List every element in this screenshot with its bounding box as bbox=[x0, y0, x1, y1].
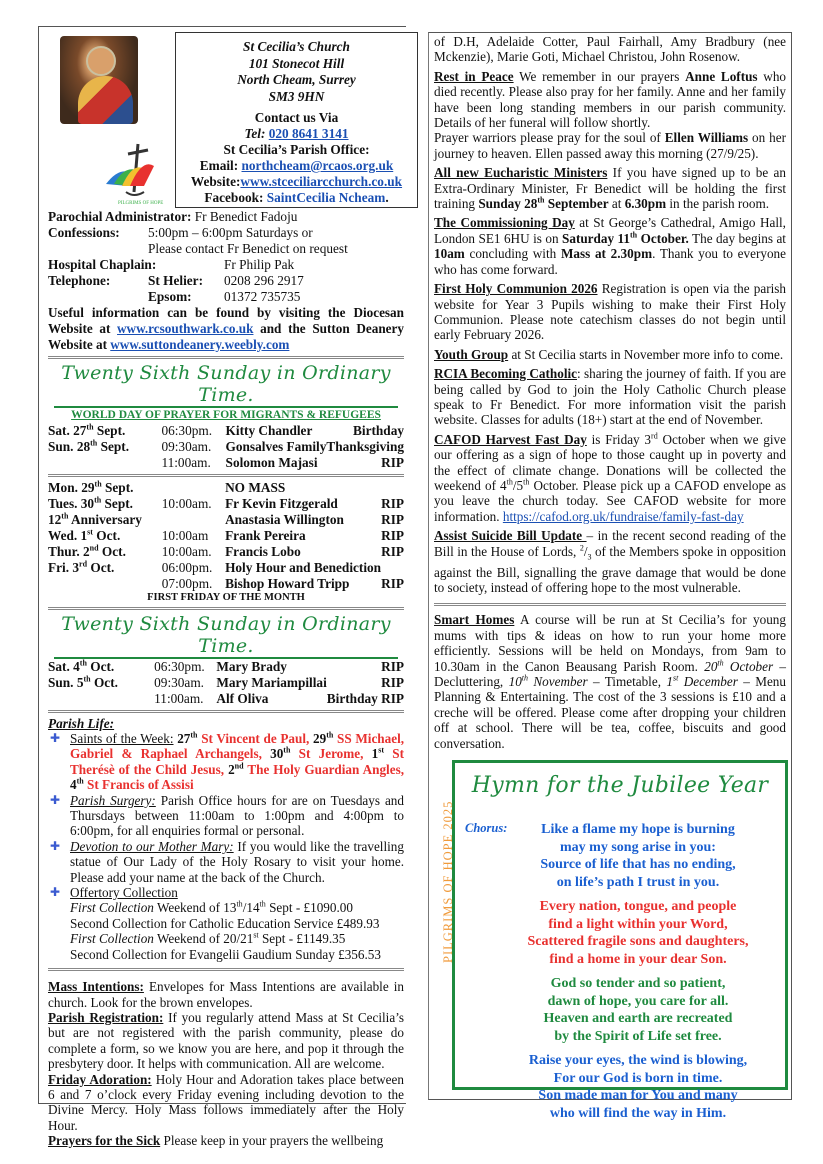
friday-adoration-label: Friday Adoration: bbox=[48, 1071, 152, 1087]
confessions-hours: 5:00pm – 6:00pm Saturdays or bbox=[148, 225, 313, 240]
prayers-sick-text: Please keep in your prayers the wellbeing bbox=[160, 1133, 384, 1149]
schedule-date: 12th Anniversary bbox=[48, 511, 142, 527]
pilgrims-of-hope-side-text: PILGRIMS OF HOPE 2025 bbox=[441, 800, 455, 963]
divider bbox=[48, 607, 404, 610]
rip-label: Rest in Peace bbox=[434, 68, 514, 84]
schedule-time: 11:00am. bbox=[154, 691, 204, 706]
schedule-row bbox=[48, 423, 404, 439]
saints-label: Saints of the Week: bbox=[70, 731, 174, 746]
fhc-label: First Holy Communion 2026 bbox=[434, 281, 598, 297]
schedule-time: 10:00am bbox=[161, 528, 209, 543]
office-heading: St Cecilia’s Parish Office: bbox=[223, 142, 370, 157]
schedule-intention: Frank Pereira bbox=[225, 528, 306, 543]
first-collection-label: First Collection bbox=[70, 900, 154, 916]
schedule-row bbox=[48, 659, 404, 675]
weekday-schedule bbox=[48, 480, 404, 592]
admin-label: Parochial Administrator: bbox=[48, 209, 192, 224]
email-link[interactable]: northcheam@rcaos.org.uk bbox=[241, 158, 394, 173]
saint-name: SS Michael, Gabriel & Raphael Archangels, bbox=[70, 731, 405, 762]
schedule-time bbox=[162, 512, 225, 528]
cd-text: concluding with bbox=[464, 246, 561, 262]
surgery-item bbox=[50, 792, 404, 839]
schedule-time: 10:00am. bbox=[161, 496, 212, 511]
week1-subtitle: WORLD DAY OF PRAYER FOR MIGRANTS & REFUGEES bbox=[71, 409, 381, 421]
cross-bullet-icon: ✚ bbox=[50, 731, 61, 745]
schedule-row bbox=[48, 576, 404, 592]
em-date: Sunday 28 bbox=[478, 196, 538, 212]
useful-info bbox=[48, 305, 404, 353]
schedule-note: RIP bbox=[381, 659, 404, 674]
schedule-intention: Holy Hour and Benediction bbox=[225, 560, 382, 575]
asb-text: of the Members spoke in opposition against the Bill, signalling the grave damage that would be done to society, instead of offering hope to the most vulnerable. bbox=[434, 543, 786, 596]
schedule-date: Mon. 29th Sept. bbox=[48, 479, 134, 495]
em-date: September bbox=[544, 196, 609, 212]
schedule-date: Thur. 2nd Oct. bbox=[48, 543, 126, 559]
right-content bbox=[434, 34, 786, 751]
schedule-time: 06:30pm. bbox=[154, 659, 205, 674]
schedule-note: RIP bbox=[381, 544, 404, 559]
diocese-link[interactable]: www.rcsouthwark.co.uk bbox=[117, 321, 254, 336]
contact-box bbox=[175, 32, 418, 208]
smart-homes bbox=[434, 612, 786, 751]
schedule-intention: Francis Lobo bbox=[225, 544, 301, 559]
saints-item bbox=[50, 730, 405, 793]
schedule-time: 11:00am. bbox=[161, 455, 211, 470]
smart-homes-text: A course will be run at St Cecilia’s for young mums with tips & ideas on how to run your home more efficiently. Sessions will be held on Mondays, from 9am to 10.30am in the Canon Beausang Parish Room. bbox=[434, 612, 786, 674]
saint-name: St Francis of Assisi bbox=[87, 777, 194, 793]
left-content bbox=[48, 209, 404, 1149]
second-collection-2: Second Collection for Evangelii Gaudium Sunday £356.53 bbox=[70, 946, 381, 962]
date: 10 bbox=[508, 674, 522, 690]
schedule-row bbox=[48, 439, 404, 455]
helier-phone: 0208 296 2917 bbox=[224, 273, 304, 288]
schedule-note bbox=[381, 560, 404, 576]
hymn-line: find a light within your Word, bbox=[548, 916, 728, 932]
schedule-note: Birthday bbox=[353, 423, 404, 438]
second-collection-1: Second Collection for Catholic Education Service £489.93 bbox=[70, 915, 380, 931]
mass-intentions-label: Mass Intentions: bbox=[48, 979, 144, 995]
useful-text-1: Useful information can be found by visiting the Diocesan Website at bbox=[48, 305, 404, 336]
em-text: in the parish room. bbox=[666, 196, 770, 212]
sup: th bbox=[629, 230, 638, 240]
hymn-line: by the Spirit of Life set free. bbox=[554, 1028, 722, 1044]
date: November bbox=[528, 674, 588, 690]
deanery-link[interactable]: www.suttondeanery.weebly.com bbox=[110, 337, 290, 352]
info-table bbox=[48, 209, 404, 305]
commissioning-day bbox=[434, 215, 786, 277]
saint-name: St Jerome, bbox=[298, 746, 364, 762]
rest-in-peace bbox=[434, 69, 786, 161]
divider bbox=[48, 968, 404, 971]
schedule-note: RIP bbox=[381, 512, 404, 527]
pilgrims-of-hope-logo bbox=[100, 140, 168, 206]
schedule-row bbox=[48, 528, 404, 544]
hymn-line: God so tender and so patient, bbox=[550, 976, 726, 991]
schedule-date bbox=[48, 455, 161, 471]
schedule-date bbox=[48, 576, 162, 592]
sup: th bbox=[506, 477, 513, 487]
hymn-line: may my song arise in you: bbox=[560, 839, 716, 855]
cafod-link[interactable]: https://cafod.org.uk/fundraise/family-fast-day bbox=[502, 508, 744, 524]
schedule-note: RIP bbox=[381, 455, 404, 470]
youth-text: at St Cecilia starts in November more info to come. bbox=[508, 346, 784, 362]
sup: st bbox=[672, 673, 679, 683]
cd-text: . Thank you to everyone who has come forward. bbox=[434, 246, 786, 277]
rip-name: Ellen Williams bbox=[664, 130, 749, 146]
parish-life-heading: Parish Life: bbox=[48, 716, 115, 731]
contact-heading: Contact us Via bbox=[254, 110, 339, 125]
sick-list-continued: of D.H, Adelaide Cotter, Paul Fairhall, Amy Bradbury (nee Mckenzie), Marie Goti, Michael Christou, John Rosenow. bbox=[434, 34, 786, 65]
confessions-note: Please contact Fr Benedict on request bbox=[148, 241, 348, 256]
week2-title: Twenty Sixth Sunday in Ordinary Time. bbox=[54, 613, 398, 659]
facebook-link[interactable]: SaintCecilia Ncheam bbox=[266, 190, 386, 205]
helier-label: St Helier: bbox=[148, 273, 204, 288]
cd-text: at St George’s Cathedral, Amigo Hall, London SE1 6HU is on bbox=[434, 215, 786, 246]
hymn-box bbox=[441, 760, 788, 1121]
schedule-intention: Solomon Majasi bbox=[225, 455, 318, 470]
chorus-label: Chorus: bbox=[465, 821, 508, 835]
registration-label: Parish Registration: bbox=[48, 1009, 164, 1025]
cafod-text: /5 bbox=[512, 477, 524, 493]
schedule-note bbox=[381, 480, 404, 496]
saint-date: 29th bbox=[313, 730, 334, 746]
week2-schedule bbox=[48, 659, 404, 707]
schedule-time: 06:00pm. bbox=[161, 560, 213, 575]
first-friday-note: FIRST FRIDAY OF THE MONTH bbox=[147, 592, 305, 603]
hymn-line: Like a flame my hope is burning bbox=[541, 822, 735, 837]
facebook-label: Facebook: bbox=[204, 190, 264, 205]
week1-title: Twenty Sixth Sunday in Ordinary Time. bbox=[54, 362, 398, 408]
hymn-stanzas bbox=[503, 821, 773, 1129]
rcia bbox=[434, 366, 786, 428]
st-cecilia-painting bbox=[60, 36, 138, 124]
smart-homes-label: Smart Homes bbox=[434, 612, 515, 628]
prayers-sick-label: Prayers for the Sick bbox=[48, 1133, 161, 1149]
chaplain-label: Hospital Chaplain: bbox=[48, 257, 157, 272]
sup: th bbox=[259, 900, 266, 910]
asb-text: – in the recent second reading of the Bill in the House of Lords, bbox=[434, 528, 786, 559]
divider bbox=[48, 356, 404, 359]
logo-text: PILGRIMS OF HOPE bbox=[118, 201, 164, 206]
hymn-line: dawn of hope, you care for all. bbox=[547, 993, 729, 1009]
saint-date: 27th bbox=[177, 730, 198, 746]
schedule-note: RIP bbox=[381, 576, 404, 591]
schedule-date: Sun. 28th Sept. bbox=[48, 438, 130, 454]
parish-life-list bbox=[48, 731, 404, 962]
schedule-intention: Mary Brady bbox=[216, 659, 287, 674]
website-label: Website: bbox=[190, 174, 241, 189]
schedule-date: Sat. 27th Sept. bbox=[48, 422, 126, 438]
parish-registration bbox=[48, 1010, 404, 1072]
devotion-label: Devotion to our Mother Mary: bbox=[70, 838, 234, 854]
schedule-row bbox=[48, 675, 404, 691]
divider bbox=[434, 603, 786, 606]
hymn-line: Son made man for You and many bbox=[538, 1088, 738, 1103]
registration-text: If you regularly attend Mass at St Cecilia’s but are not registered with the parish community, please do complete a form, so we know you are here, and pop it through the presbytery door. It helps with communication. All are welcome. bbox=[48, 1009, 404, 1072]
first-collection-text: Weekend of 20/21 bbox=[153, 931, 254, 947]
cross-bullet-icon: ✚ bbox=[50, 885, 61, 900]
rip-text: who died recently. Please also pray for her family. Anne and her family have been long standing members in our parish community. Details of her funeral will follow shortly. bbox=[434, 68, 787, 131]
schedule-date: Tues. 30th Sept. bbox=[48, 495, 133, 511]
sup: th bbox=[523, 477, 530, 487]
hymn-line: Heaven and earth are recreated bbox=[543, 1011, 733, 1026]
rcia-label: RCIA Becoming Catholic bbox=[434, 366, 578, 382]
fraction-numerator: 2 bbox=[579, 543, 584, 553]
surgery-text: Parish Office hours for are on Tuesdays and Thursdays between 11:00am to 1:00pm and 4:00pm to 6:00pm, for all enquiries formal or personal. bbox=[70, 792, 404, 839]
offertory-item bbox=[50, 885, 404, 962]
schedule-date: Sun. 5th Oct. bbox=[48, 674, 118, 690]
sup: th bbox=[537, 195, 545, 205]
cafod-text: is Friday 3 bbox=[586, 431, 652, 447]
hymn-stanza bbox=[503, 975, 773, 1045]
schedule-row bbox=[48, 455, 404, 471]
schedule-note: RIP bbox=[381, 675, 404, 690]
postcode: SM3 9HN bbox=[268, 88, 325, 104]
schedule-intention: Kitty Chandler bbox=[225, 423, 313, 438]
sup: th bbox=[236, 900, 243, 910]
mass-intentions-text: Envelopes for Mass Intentions are available in church. Look for the brown envelopes. bbox=[48, 979, 404, 1010]
asb-label: Assist Suicide Bill Update bbox=[434, 528, 587, 544]
hymn-line: on life’s path I trust in you. bbox=[556, 874, 720, 890]
schedule-date: Fri. 3rd Oct. bbox=[48, 559, 115, 575]
week1-schedule bbox=[48, 423, 404, 471]
divider bbox=[48, 474, 404, 477]
first-collection-amount: Sept - £1090.00 bbox=[265, 900, 353, 916]
tel-label: Tel: bbox=[244, 126, 266, 141]
devotion-item bbox=[50, 838, 404, 885]
fraction-denominator: 3 bbox=[587, 552, 592, 562]
facebook-end: . bbox=[385, 190, 389, 205]
schedule-note: Thanksgiving bbox=[326, 439, 404, 454]
epsom-phone: 01372 735735 bbox=[224, 289, 301, 304]
saint-name: St Vincent de Paul, bbox=[201, 731, 310, 746]
hymn-line: Every nation, tongue, and people bbox=[539, 899, 737, 914]
schedule-row bbox=[48, 691, 404, 707]
schedule-intention: Fr Kevin Fitzgerald bbox=[225, 496, 338, 511]
friday-adoration bbox=[48, 1072, 404, 1134]
email-label: Email: bbox=[199, 158, 239, 173]
offertory-label: Offertory Collection bbox=[70, 885, 178, 901]
em-text: at bbox=[608, 196, 625, 212]
tel-link[interactable]: 020 8641 3141 bbox=[268, 126, 349, 141]
hymn-line: find a home in your dear Son. bbox=[549, 951, 727, 967]
cafod-text: October. Please pick up a CAFOD envelope as you leave the church today. See CAFOD website for more information. bbox=[434, 477, 786, 524]
schedule-intention: Gonsalves Family bbox=[225, 439, 327, 454]
smart-homes-text: – Decluttering, bbox=[434, 658, 787, 690]
cafod-text: October when we give our offering as a sign of hope to those caught up in poverty and the effect of climate change. Donations will be collected the weekend of 4 bbox=[434, 431, 786, 493]
surgery-label: Parish Surgery: bbox=[70, 792, 156, 808]
em-label: All new Eucharistic Ministers bbox=[434, 165, 608, 181]
hymn-line: Source of life that has no ending, bbox=[540, 857, 736, 872]
date: 20 bbox=[704, 658, 718, 674]
saint-date: 30th bbox=[270, 746, 291, 762]
date: 1 bbox=[666, 674, 673, 690]
schedule-date bbox=[48, 691, 154, 707]
cd-date: October. bbox=[637, 230, 689, 246]
smart-homes-text: – Menu Planning & Entertaining. The cost of the 3 sessions is £10 and a creche will be offered. Please come after dropping your children off at school. There will be tea, coffee, biscuits and good conversation. bbox=[434, 674, 786, 751]
hymn-line: For our God is born in time. bbox=[553, 1070, 723, 1086]
confessions-label: Confessions: bbox=[48, 225, 120, 240]
schedule-intention: Alf Oliva bbox=[216, 691, 269, 706]
em-text: If you have signed up to be an Extra-Ordinary Minister, Fr Benedict will be holding the first training bbox=[434, 165, 786, 212]
devotion-text: If you would like the travelling statue of Our Lady of the Holy Rosary to visit your home. Please add your name at the back of the Church. bbox=[70, 838, 404, 885]
schedule-row bbox=[48, 496, 404, 512]
cd-mass: Mass at 2.30pm bbox=[560, 246, 653, 262]
saint-date: 1st bbox=[371, 746, 385, 762]
schedule-time: 07:00pm. bbox=[161, 576, 213, 591]
em-time: 6.30pm bbox=[624, 196, 667, 212]
epsom-label: Epsom: bbox=[148, 289, 192, 304]
telephone-label: Telephone: bbox=[48, 273, 111, 288]
prayers-for-sick bbox=[48, 1133, 404, 1148]
schedule-note: Birthday RIP bbox=[326, 691, 404, 706]
hymn-stanza bbox=[503, 898, 773, 968]
fhc-text: Registration is open via the parish website for Year 3 Pupils wishing to make their First Holy Communion. Please note catechism classes do not begin until early February 2026. bbox=[434, 281, 787, 343]
assist-suicide-bill: Assist Suicide Bill Update – in the recent second reading of the Bill in the House of Lords, $^2/_3$ of the Members spoke in opposition against the Bill, signalling the grave damage that would be done to society, instead of offering hope to the most vulnerable. bbox=[434, 528, 786, 596]
saint-name: The Holy Guardian Angles, bbox=[247, 761, 405, 777]
sup: th bbox=[521, 673, 529, 683]
hymn-line: who will find the way in Him. bbox=[549, 1105, 727, 1121]
useful-text-2: and the Sutton Deanery Website at bbox=[48, 321, 404, 352]
cd-time: 10am bbox=[434, 246, 465, 262]
youth-group bbox=[434, 347, 786, 362]
admin-name: Fr Benedict Fadoju bbox=[194, 209, 298, 224]
first-collection-text: /14 bbox=[242, 900, 260, 916]
address-line-2: North Cheam, Surrey bbox=[237, 72, 356, 87]
schedule-row bbox=[48, 480, 404, 496]
sup: th bbox=[717, 658, 724, 668]
schedule-time: 10:00am. bbox=[161, 544, 212, 559]
schedule-row bbox=[48, 544, 404, 560]
address-line-1: 101 Stonecot Hill bbox=[248, 55, 345, 71]
saint-name: St Therésè of the Child Jesus, bbox=[70, 746, 404, 777]
hymn-stanza bbox=[503, 821, 773, 891]
hymn-stanza bbox=[503, 1052, 773, 1122]
hymn-line: Raise your eyes, the wind is blowing, bbox=[528, 1053, 748, 1068]
hymn-line: Scattered fragile sons and daughters, bbox=[527, 934, 749, 949]
schedule-note: RIP bbox=[381, 528, 404, 543]
first-collection-label: First Collection bbox=[70, 931, 154, 947]
schedule-intention: Mary Mariampillai bbox=[216, 675, 327, 690]
rip-text: Prayer warriors please pray for the soul of bbox=[434, 130, 665, 146]
chaplain-name: Fr Philip Pak bbox=[224, 257, 295, 272]
cd-label: The Commissioning Day bbox=[434, 215, 575, 231]
cross-bullet-icon: ✚ bbox=[50, 792, 61, 807]
eucharistic-ministers bbox=[434, 165, 786, 211]
rcia-text: : sharing the journey of faith. If you are being called by God to join the Holy Catholic Church please speak to Fr Benedict. For more information visit the parish website. Classes for adults (18+) start at the end of November. bbox=[434, 366, 786, 428]
saint-date: 4th bbox=[70, 776, 84, 793]
rip-text: on her journey to heaven. Ellen passed away this morning (27/9/25). bbox=[434, 130, 787, 161]
rip-text: We remember in our prayers bbox=[513, 68, 686, 84]
schedule-time: 09:30am. bbox=[154, 675, 204, 690]
first-collection-amount: Sept - £1149.35 bbox=[258, 931, 346, 947]
cafod-label: CAFOD Harvest Fast Day bbox=[434, 431, 587, 447]
schedule-time: 09:30am. bbox=[161, 439, 212, 454]
church-name: St Cecilia’s Church bbox=[243, 39, 350, 54]
friday-adoration-text: Holy Hour and Adoration takes place between 6 and 7 o’clock every Friday evening including devotion to the Divine Mercy. Holy Mass follows immediately after the Holy Hour. bbox=[48, 1071, 404, 1133]
schedule-row bbox=[48, 560, 404, 576]
cross-bullet-icon: ✚ bbox=[50, 838, 61, 853]
schedule-time: 06:30pm. bbox=[161, 423, 213, 438]
hymn-title: Hymn for the Jubilee Year bbox=[471, 773, 769, 798]
schedule-date: Wed. 1st Oct. bbox=[48, 527, 121, 543]
mass-intentions bbox=[48, 979, 404, 1010]
schedule-intention: Anastasia Willington bbox=[225, 512, 344, 527]
rip-name: Anne Loftus bbox=[685, 68, 758, 84]
cd-date: Saturday 11 bbox=[562, 230, 630, 246]
date: October bbox=[723, 658, 774, 674]
cafod-fast-day bbox=[434, 432, 786, 524]
schedule-row bbox=[48, 512, 404, 528]
divider bbox=[48, 710, 404, 713]
youth-label: Youth Group bbox=[434, 346, 509, 362]
schedule-intention: Bishop Howard Tripp bbox=[225, 576, 350, 591]
schedule-intention: NO MASS bbox=[225, 480, 286, 495]
smart-homes-text: – Timetable, bbox=[587, 674, 667, 690]
schedule-note: RIP bbox=[381, 496, 404, 511]
cd-text: The day begins at bbox=[688, 230, 786, 246]
first-collection-text: Weekend of 13 bbox=[153, 900, 237, 916]
saint-date: 2nd bbox=[228, 761, 244, 777]
schedule-time bbox=[162, 480, 225, 496]
sup: st bbox=[253, 930, 259, 940]
schedule-date: Sat. 4th Oct. bbox=[48, 658, 115, 674]
date: December bbox=[678, 674, 738, 690]
first-holy-communion bbox=[434, 281, 786, 343]
website-link[interactable]: www.stceciliarcchurch.co.uk bbox=[240, 174, 403, 189]
sup: rd bbox=[651, 431, 658, 441]
